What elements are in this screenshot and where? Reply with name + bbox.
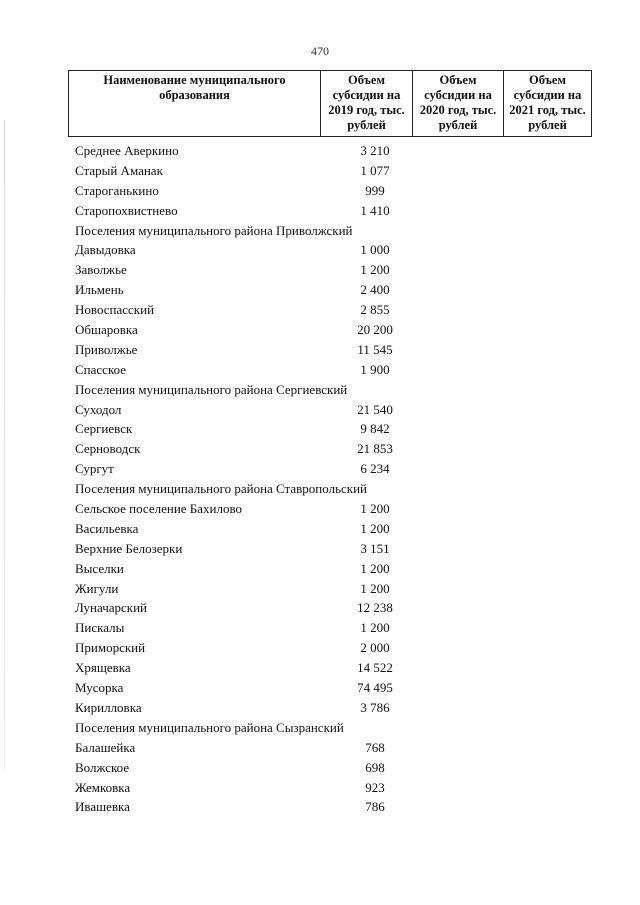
subsidy-2019-value: 11 545 <box>357 341 393 357</box>
subsidy-2019-value: 6 234 <box>360 461 390 477</box>
subsidy-table-header <box>68 70 592 137</box>
municipality-name: Луначарский <box>75 600 148 616</box>
table-row <box>75 698 595 718</box>
table-row <box>75 618 595 638</box>
group-heading-row <box>75 380 595 400</box>
table-row <box>75 260 595 280</box>
subsidy-table-body <box>75 141 595 817</box>
table-row <box>75 638 595 658</box>
table-row <box>75 738 595 758</box>
subsidy-2019-value: 9 842 <box>360 421 390 437</box>
subsidy-2019-value: 2 000 <box>360 640 390 656</box>
page-number: 470 <box>311 44 329 58</box>
municipality-name: Старопохвистнево <box>75 202 178 218</box>
municipality-name: Серноводск <box>75 441 141 457</box>
subsidy-2019-value: 768 <box>365 739 385 755</box>
group-heading: Поселения муниципального района Приволжский <box>75 222 353 238</box>
subsidy-2019-value: 1 000 <box>360 242 390 258</box>
municipality-name: Волжское <box>75 759 130 775</box>
subsidy-2019-value: 12 238 <box>357 600 393 616</box>
table-row <box>75 439 595 459</box>
municipality-name: Верхние Белозерки <box>75 540 183 556</box>
municipality-name: Среднее Аверкино <box>75 143 179 158</box>
table-row <box>75 758 595 778</box>
table-row <box>75 320 595 340</box>
table-row <box>75 658 595 678</box>
subsidy-2019-value: 21 853 <box>357 441 393 457</box>
table-row <box>75 539 595 559</box>
subsidy-2019-value: 1 077 <box>360 162 390 178</box>
table-row <box>75 459 595 479</box>
municipality-name: Приволжье <box>75 341 138 357</box>
table-row <box>75 300 595 320</box>
subsidy-2019-value: 999 <box>365 182 385 198</box>
column-header-name: Наименование муниципального образования <box>69 71 321 137</box>
municipality-name: Спасское <box>75 361 127 377</box>
subsidy-2019-value: 1 200 <box>360 520 390 536</box>
subsidy-2019-value: 14 522 <box>357 660 393 676</box>
municipality-name: Васильевка <box>75 520 139 536</box>
subsidy-2019-value: 20 200 <box>357 322 393 338</box>
subsidy-2019-value: 3 151 <box>360 540 390 556</box>
group-heading: Поселения муниципального района Сызранский <box>75 719 344 735</box>
subsidy-2019-value: 1 200 <box>360 560 390 576</box>
table-row <box>75 797 595 817</box>
subsidy-2019-value: 21 540 <box>357 401 393 417</box>
municipality-name: Обшаровка <box>75 322 138 338</box>
municipality-name: Пискалы <box>75 620 125 636</box>
municipality-name: Хрящевка <box>75 660 131 676</box>
municipality-name: Давыдовка <box>75 242 136 258</box>
table-row <box>75 360 595 380</box>
subsidy-2019-value: 786 <box>365 799 385 815</box>
table-row <box>75 141 595 161</box>
table-row <box>75 240 595 260</box>
table-row <box>75 559 595 579</box>
group-heading: Поселения муниципального района Ставропольский <box>75 481 367 497</box>
subsidy-2019-value: 1 200 <box>360 580 390 596</box>
municipality-name: Старый Аманак <box>75 162 163 178</box>
column-header-2021: Объем субсидии на 2021 год, тыс. рублей <box>504 71 592 137</box>
table-row <box>75 161 595 181</box>
municipality-name: Сельское поселение Бахилово <box>75 501 243 517</box>
subsidy-2019-value: 1 200 <box>360 262 390 278</box>
subsidy-2019-value: 1 900 <box>360 361 390 377</box>
group-heading-row <box>75 221 595 241</box>
subsidy-2019-value: 74 495 <box>357 680 393 696</box>
subsidy-2019-value: 3 786 <box>360 699 390 715</box>
subsidy-2019-value: 2 855 <box>360 302 390 318</box>
subsidy-2019-value: 1 410 <box>360 202 390 218</box>
subsidy-2019-value: 3 210 <box>360 143 390 158</box>
subsidy-2019-value: 1 200 <box>360 501 390 517</box>
municipality-name: Мусорка <box>75 680 124 696</box>
municipality-name: Балашейка <box>75 739 136 755</box>
table-row <box>75 598 595 618</box>
table-row <box>75 181 595 201</box>
municipality-name: Приморский <box>75 640 146 656</box>
municipality-name: Выселки <box>75 560 124 576</box>
table-row <box>75 499 595 519</box>
municipality-name: Новоспасский <box>75 302 155 318</box>
subsidy-2019-value: 2 400 <box>360 282 390 298</box>
column-header-2020: Объем субсидии на 2020 год, тыс. рублей <box>413 71 504 137</box>
municipality-name: Ивашевка <box>75 799 130 815</box>
column-header-2019: Объем субсидии на 2019 год, тыс. рублей <box>321 71 413 137</box>
table-row <box>75 778 595 798</box>
table-row <box>75 519 595 539</box>
municipality-name: Ильмень <box>75 282 124 298</box>
table-row <box>75 419 595 439</box>
municipality-name: Заволжье <box>75 262 127 278</box>
municipality-name: Сергиевск <box>75 421 133 437</box>
table-row <box>75 400 595 420</box>
group-heading: Поселения муниципального района Сергиевский <box>75 381 348 397</box>
table-row <box>75 678 595 698</box>
table-row <box>75 340 595 360</box>
municipality-name: Жигули <box>75 580 119 596</box>
table-row <box>75 579 595 599</box>
subsidy-2019-value: 698 <box>365 759 385 775</box>
municipality-name: Жемковка <box>75 779 131 795</box>
scan-edge <box>4 120 5 770</box>
municipality-name: Сургут <box>75 461 114 477</box>
table-row <box>75 201 595 221</box>
subsidy-2019-value: 923 <box>365 779 385 795</box>
municipality-name: Кирилловка <box>75 699 142 715</box>
group-heading-row <box>75 479 595 499</box>
group-heading-row <box>75 718 595 738</box>
subsidy-2019-value: 1 200 <box>360 620 390 636</box>
table-row <box>75 280 595 300</box>
municipality-name: Суходол <box>75 401 122 417</box>
municipality-name: Староганькино <box>75 182 159 198</box>
